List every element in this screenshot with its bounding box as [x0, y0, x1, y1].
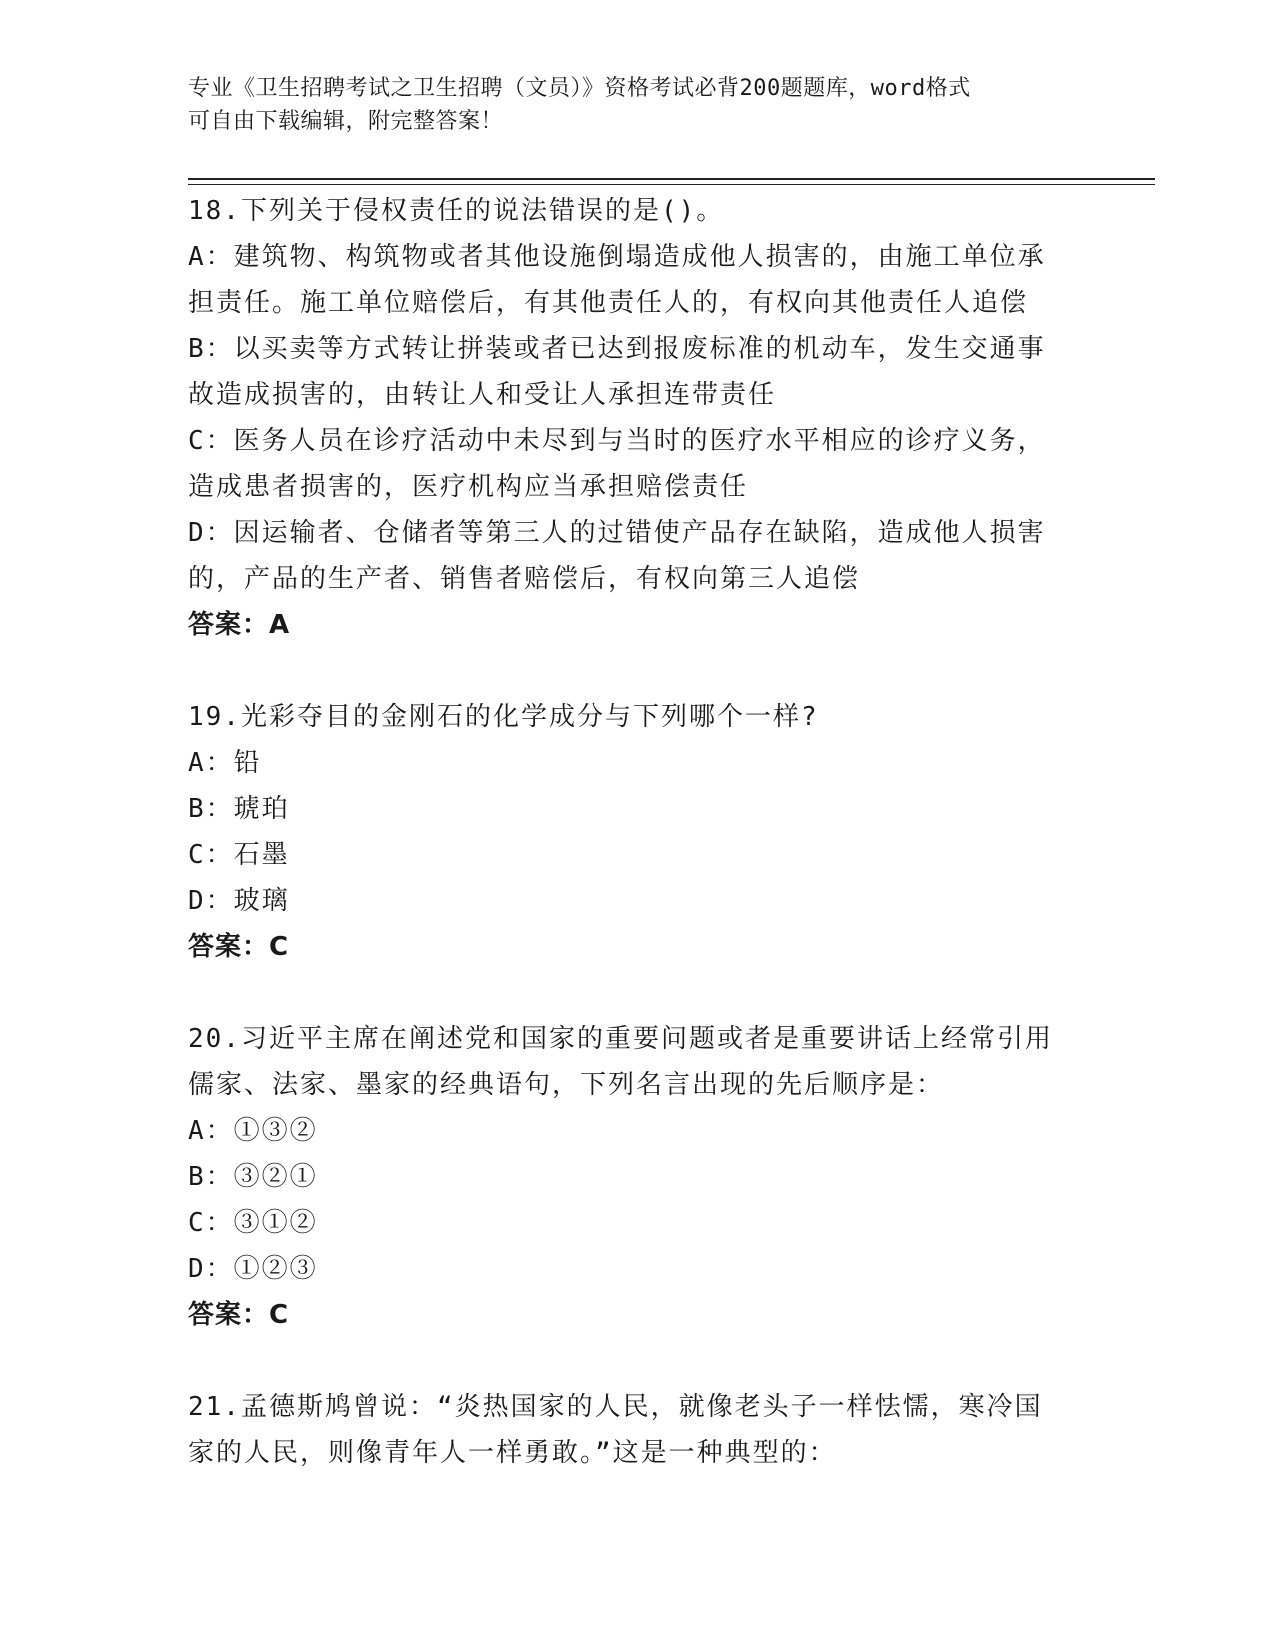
question-option-line: B：③②①	[188, 1162, 318, 1192]
question-spacer	[188, 648, 1088, 694]
question-option-line: D：①②③	[188, 1254, 318, 1284]
question-spacer	[188, 1338, 1088, 1384]
question-stem-line: 儒家、法家、墨家的经典语句，下列名言出现的先后顺序是：	[188, 1070, 945, 1100]
document-header	[188, 72, 1088, 138]
question-option-line: A：建筑物、构筑物或者其他设施倒塌造成他人损害的，由施工单位承	[188, 242, 1046, 272]
question-stem-line: 家的人民，则像青年人一样勇敢。”这是一种典型的：	[188, 1438, 837, 1468]
answer-label: 答案：C	[188, 932, 290, 962]
question-option-line: B：以买卖等方式转让拼装或者已达到报废标准的机动车，发生交通事	[188, 334, 1046, 364]
question-option-line: C：石墨	[188, 840, 290, 870]
question-option-line: 的，产品的生产者、销售者赔偿后，有权向第三人追偿	[188, 564, 861, 594]
answer-label: 答案：A	[188, 610, 291, 640]
question-stem-line: 20.习近平主席在阐述党和国家的重要问题或者是重要讲话上经常引用	[188, 1024, 1053, 1054]
question-option-line: 故造成损害的，由转让人和受让人承担连带责任	[188, 380, 777, 410]
question-option-line: A：①③②	[188, 1116, 318, 1146]
question-block	[188, 188, 1088, 648]
question-option-line: 担责任。施工单位赔偿后，有其他责任人的，有权向其他责任人追偿	[188, 288, 1029, 318]
question-stem-line: 19.光彩夺目的金刚石的化学成分与下列哪个一样?	[188, 702, 819, 732]
question-stem-line: 21.孟德斯鸠曾说：“炎热国家的人民，就像老头子一样怯懦，寒冷国	[188, 1392, 1043, 1422]
question-option-line: B：琥珀	[188, 794, 290, 824]
question-option-line: D：因运输者、仓储者等第三人的过错使产品存在缺陷，造成他人损害	[188, 518, 1046, 548]
question-option-line: 造成患者损害的，医疗机构应当承担赔偿责任	[188, 472, 749, 502]
question-option-line: A：铅	[188, 748, 262, 778]
header-rule-thin	[188, 184, 1155, 185]
answer-label: 答案：C	[188, 1300, 290, 1330]
question-option-line: C：③①②	[188, 1208, 318, 1238]
question-block	[188, 1384, 1088, 1476]
header-line-2: 可自由下载编辑，附完整答案！	[188, 109, 504, 134]
question-stem-line: 18.下列关于侵权责任的说法错误的是()。	[188, 196, 725, 226]
question-option-line: D：玻璃	[188, 886, 290, 916]
question-list	[188, 188, 1088, 1476]
question-block	[188, 1016, 1088, 1338]
question-option-line: C：医务人员在诊疗活动中未尽到与当时的医疗水平相应的诊疗义务，	[188, 426, 1046, 456]
question-block	[188, 694, 1088, 970]
header-line-1: 专业《卫生招聘考试之卫生招聘（文员）》资格考试必背200题题库，word格式	[188, 76, 971, 101]
header-rule-thick	[188, 178, 1155, 180]
question-spacer	[188, 970, 1088, 1016]
